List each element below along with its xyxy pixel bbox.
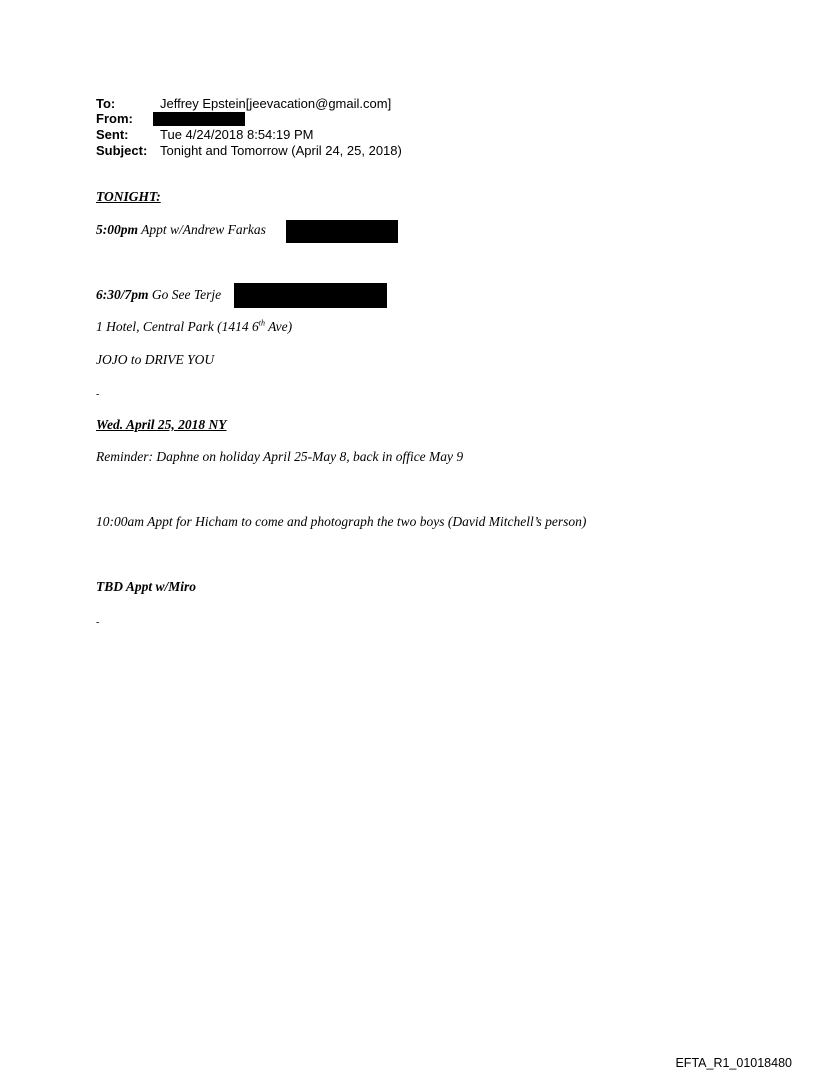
- appt-farkas-line: [96, 221, 266, 239]
- document-id: EFTA_R1_01018480: [675, 1056, 792, 1070]
- appt-terje-time: 6:30/7pm: [96, 287, 149, 302]
- from-label: From:: [96, 111, 133, 126]
- appt-miro-line: TBD Appt w/Miro: [96, 579, 197, 594]
- appt-terje-text: Go See Terje: [148, 287, 222, 302]
- subject-value: Tonight and Tomorrow (April 24, 25, 2018): [160, 143, 402, 158]
- appt-farkas-time: 5:00pm: [96, 222, 138, 237]
- driver-line: JOJO to DRIVE YOU: [96, 352, 215, 367]
- sent-value: Tue 4/24/2018 8:54:19 PM: [160, 127, 314, 142]
- separator-dash-2: -: [96, 617, 100, 628]
- sent-label: Sent:: [96, 127, 129, 142]
- wed-heading: Wed. April 25, 2018 NY: [96, 417, 227, 432]
- separator-dash: -: [96, 389, 100, 400]
- appt-terje-line: [96, 286, 221, 304]
- farkas-redaction-bar: [286, 220, 398, 243]
- location-line: [96, 318, 292, 336]
- subject-label: Subject:: [96, 143, 148, 158]
- tonight-heading: TONIGHT:: [96, 189, 161, 204]
- location-pre: 1 Hotel, Central Park (1414 6: [96, 319, 259, 334]
- reminder-line: Reminder: Daphne on holiday April 25-May 8, back in office May 9: [96, 449, 464, 464]
- from-redaction-bar: [153, 112, 245, 126]
- location-sup: th: [258, 318, 265, 328]
- location-post: Ave): [264, 319, 293, 334]
- to-label: To:: [96, 96, 116, 111]
- terje-redaction-bar: [234, 283, 387, 308]
- appt-hicham-line: 10:00am Appt for Hicham to come and photograph the two boys (David Mitchell’s person): [96, 514, 587, 529]
- appt-farkas-text: Appt w/Andrew Farkas: [138, 222, 266, 237]
- to-value: Jeffrey Epstein[jeevacation@gmail.com]: [160, 96, 392, 111]
